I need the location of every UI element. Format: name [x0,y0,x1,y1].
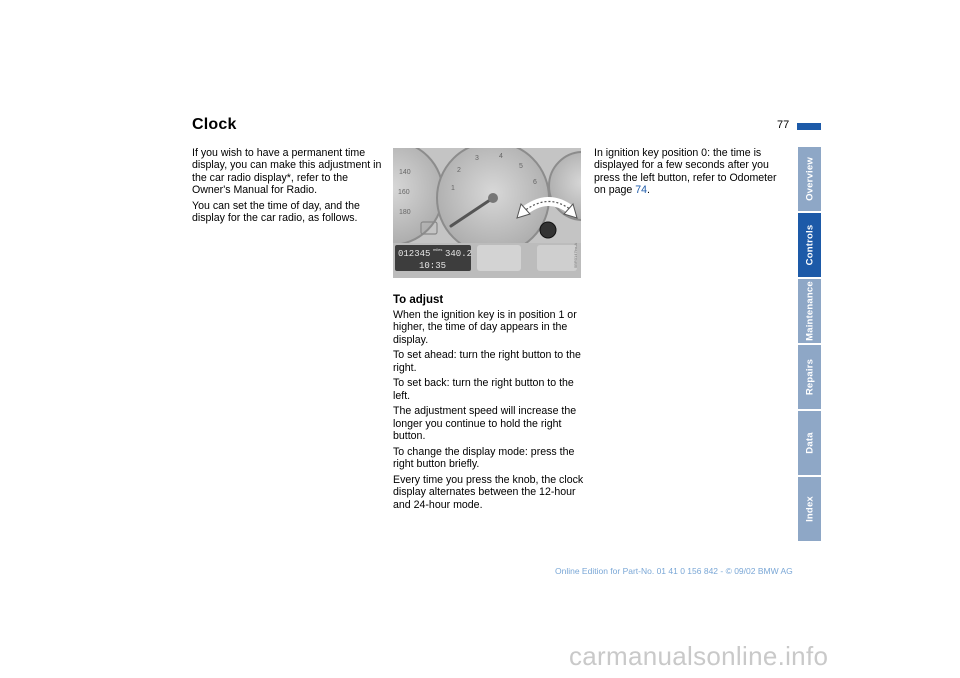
tab-label: Controls [804,224,815,266]
tab-label: Maintenance [804,281,815,341]
right-adjust-knob [540,222,556,238]
paragraph: To set ahead: turn the right button to the right. [393,349,581,374]
page-number: 77 [777,119,790,131]
tab-index[interactable] [798,477,821,541]
section-tabs [798,147,821,543]
paragraph-text: In ignition key position 0: the time is displayed for a few seconds after you press the left button, refer to Odometer on page [594,147,777,197]
footer-text: Online Edition for Part-No. 01 41 0 156 842 - © 09/02 BMW AG [555,566,793,576]
tab-data[interactable] [798,411,821,475]
instrument-cluster-illustration [393,148,581,278]
paragraph-end: . [647,184,650,197]
clock-value: 10:35 [419,261,447,271]
odometer-unit: miles [433,247,443,252]
rpm-label: 2 [457,167,461,174]
rpm-label: 4 [499,153,503,160]
page-number-bar [797,123,821,130]
paragraph: You can set the time of day, and the display for the car radio, as follows. [192,199,360,225]
needle-hub [488,193,498,203]
tab-overview[interactable] [798,147,821,211]
odometer-value: 012345 [398,249,431,259]
tab-controls[interactable] [798,213,821,277]
rpm-label: 3 [475,155,479,162]
tab-label: Repairs [804,358,815,396]
paragraph: Every time you press the knob, the clock display alternates between the 12-hour and 24-hour mode. [393,473,584,511]
column-left [192,147,382,228]
speed-label: 180 [399,209,411,216]
column-middle [393,309,586,514]
page-title: Clock [192,116,237,133]
tab-label: Index [804,496,815,522]
instrument-cluster-figure [393,148,581,278]
speed-label: 160 [398,189,410,196]
watermark: carmanualsonline.info [569,641,829,671]
image-code: 5BR0147ba-A [573,242,578,268]
paragraph: To change the display mode: press the right button briefly. [393,445,575,471]
paragraph: If you wish to have a permanent time display, you can make this adjustment in the car radio display*, refer to the Owner's Manual for Radio. [192,147,382,197]
column-right [594,147,786,200]
section-heading: To adjust [393,294,444,306]
paragraph [594,147,786,197]
tab-label: Data [804,432,815,454]
tab-label: Overview [804,157,815,201]
paragraph: The adjustment speed will increase the longer you continue to hold the right button. [393,405,577,443]
paragraph: When the ignition key is in position 1 or higher, the time of day appears in the display. [393,309,577,346]
trip-value: 340.2 [445,249,473,259]
rpm-label: 6 [533,179,537,186]
rpm-label: 1 [451,185,455,192]
paragraph: To set back: turn the right button to the left. [393,377,574,402]
tab-maintenance[interactable] [798,279,821,343]
tab-repairs[interactable] [798,345,821,409]
speed-label: 140 [399,169,411,176]
page-reference-link[interactable]: 74 [635,184,648,197]
rpm-label: 5 [519,163,523,170]
